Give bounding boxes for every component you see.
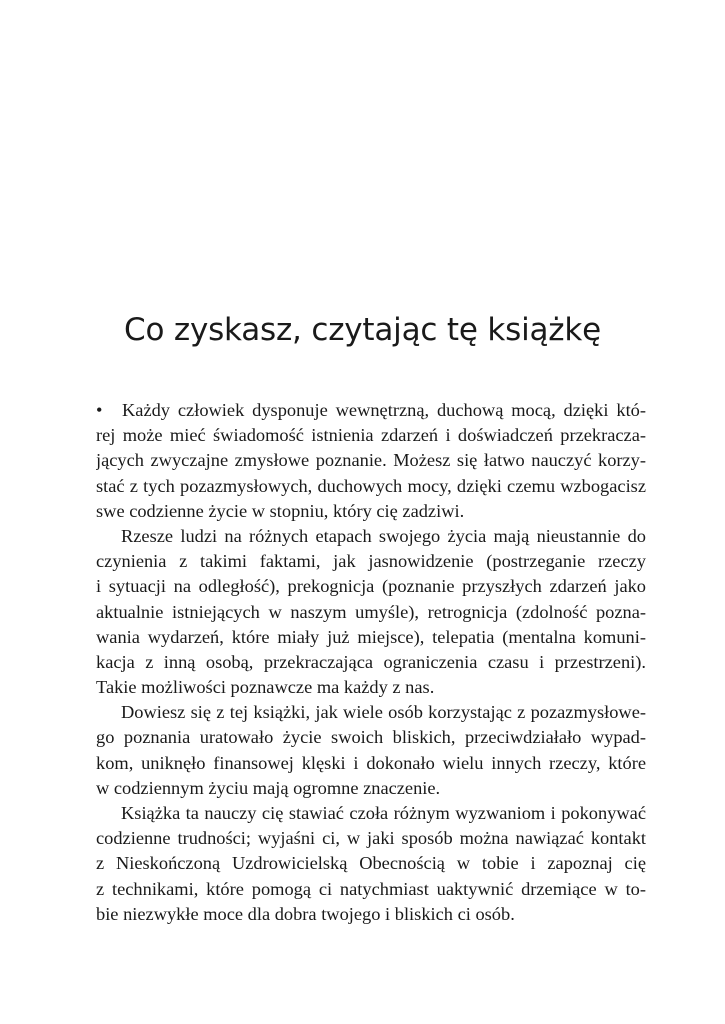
text-line: Rzesze ludzi na różnych etapach swojego życia mają nieustannie do — [121, 525, 646, 546]
text-line: jących zwyczajne zmysłowe poznanie. Możesz się łatwo nauczyć korzy- — [96, 450, 646, 471]
text-line: Dowiesz się z tej książki, jak wiele osób korzystając z pozazmysłowe- — [121, 702, 646, 723]
text-line: Takie możliwości poznawcze ma każdy z nas. — [96, 677, 435, 698]
text-line: bie niezwykłe moce dla dobra twojego i bliskich ci osób. — [96, 903, 515, 924]
paragraph-1 — [96, 398, 646, 524]
text-line: • Każdy człowiek dysponuje wewnętrzną, duchową mocą, dzięki któ- — [96, 398, 646, 423]
text-line: Książka ta nauczy cię stawiać czoła różnym wyzwaniom i pokonywać — [121, 803, 646, 823]
chapter-title: Co zyskasz, czytając tę książkę — [124, 312, 601, 348]
text-line: wania wydarzeń, które miały już miejsce), telepatia (mentalna komuni- — [96, 626, 646, 647]
text-line: z Nieskończoną Uzdrowicielską Obecnością w tobie i zapoznaj cię — [96, 853, 646, 874]
text-line: swe codzienne życie w stopniu, który cię zadziwi. — [96, 500, 465, 521]
body-text — [96, 398, 646, 927]
bullet-mark: • — [96, 400, 103, 420]
paragraph-3 — [96, 700, 646, 801]
text-line: czynienia z takimi faktami, jak jasnowidzenie (postrzeganie rzeczy — [96, 551, 646, 572]
text-line: z technikami, które pomogą ci natychmiast uaktywnić drzemiące w to- — [96, 878, 646, 899]
text-line: go poznania uratowało życie swoich bliskich, przeciwdziałało wypad- — [96, 727, 646, 748]
text-line: kacja z inną osobą, przekraczająca ograniczenia czasu i przestrzeni). — [96, 651, 646, 672]
text-line: i sytuacji na odległość), prekognicja (poznanie przyszłych zdarzeń jako — [96, 576, 646, 597]
text-line: codzienne trudności; wyjaśni ci, w jaki sposób można nawiązać kontakt — [96, 828, 646, 849]
paragraph-4 — [96, 801, 646, 927]
text-line: kom, uniknęło finansowej klęski i dokonało wielu innych rzeczy, które — [96, 752, 646, 773]
text-line: rej może mieć świadomość istnienia zdarzeń i doświadczeń przekracza- — [96, 425, 646, 446]
text-line: stać z tych pozazmysłowych, duchowych mocy, dzięki czemu wzbogacisz — [96, 475, 646, 496]
text-line: aktualnie istniejących w naszym umyśle), retrognicja (zdolność pozna- — [96, 601, 646, 622]
text-line: w codziennym życiu mają ogromne znaczenie. — [96, 777, 441, 798]
paragraph-2 — [96, 524, 646, 700]
